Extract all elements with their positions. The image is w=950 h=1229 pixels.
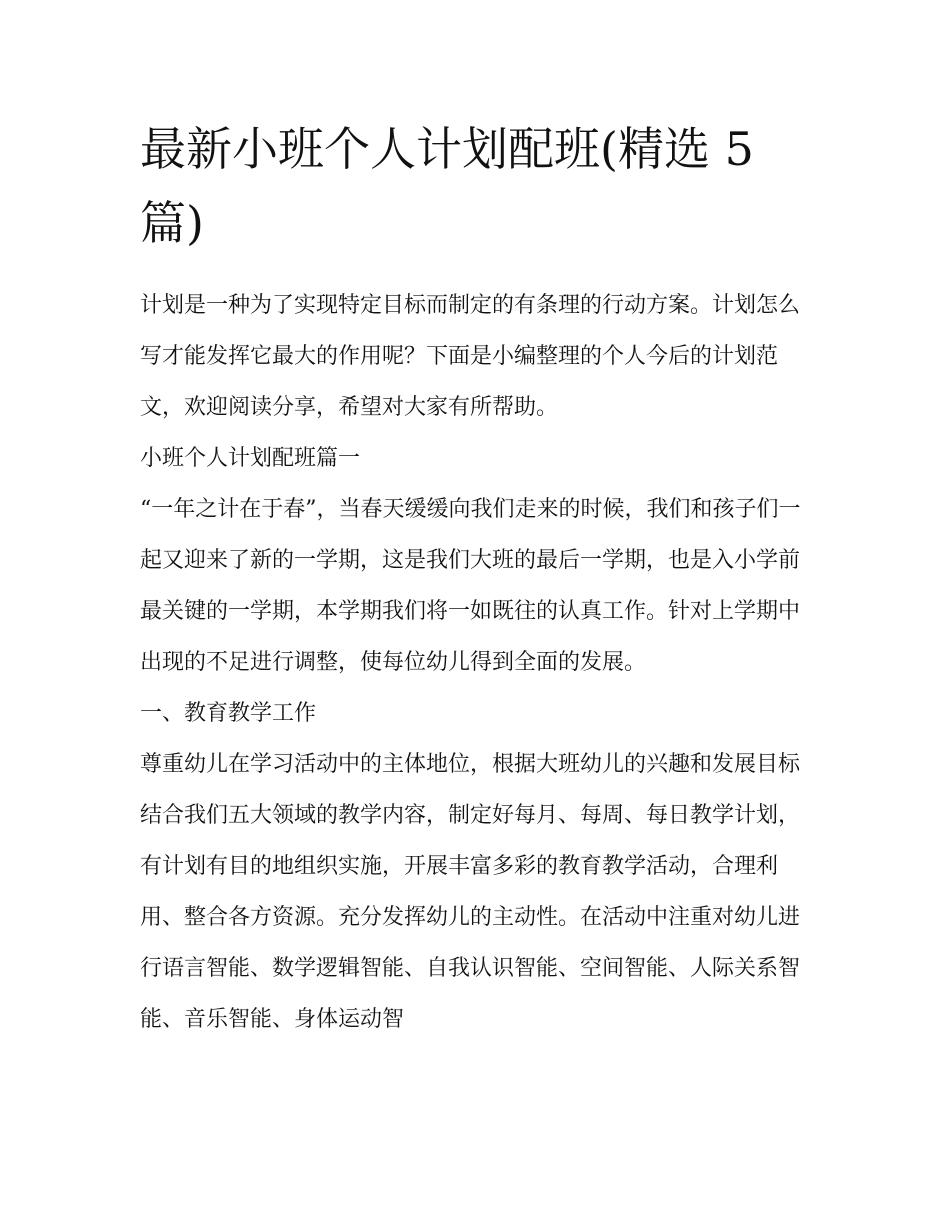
document-body <box>140 280 810 1045</box>
document-title: 最新小班个人计划配班(精选 5 篇) <box>140 122 754 250</box>
opening-paragraph: “一年之计在于春”，当春天缓缓向我们走来的时候，我们和孩子们一起又迎来了新的一学期，这是我们大班的最后一学期，也是入小学前最关键的一学期，本学期我们将一如既往的认真工作。针对上学期中出现的不足进行调整，使每位幼儿得到全面的发展。 <box>140 497 801 675</box>
section-heading-teaching-work: 一、教育教学工作 <box>140 701 317 726</box>
intro-paragraph: 计划是一种为了实现特定目标而制定的有条理的行动方案。计划怎么写才能发挥它最大的作用呢？下面是小编整理的个人今后的计划范文，欢迎阅读分享，希望对大家有所帮助。 <box>140 293 801 420</box>
section-heading-article-one: 小班个人计划配班篇一 <box>140 446 361 471</box>
teaching-work-paragraph: 尊重幼儿在学习活动中的主体地位，根据大班幼儿的兴趣和发展目标结合我们五大领域的教学内容，制定好每月、每周、每日教学计划，有计划有目的地组织实施，开展丰富多彩的教育教学活动，合理利用、整合各方资源。充分发挥幼儿的主动性。在活动中注重对幼儿进行语言智能、数学逻辑智能、自我认识智能、空间智能、人际关系智能、音乐智能、身体运动智 <box>140 752 801 1032</box>
